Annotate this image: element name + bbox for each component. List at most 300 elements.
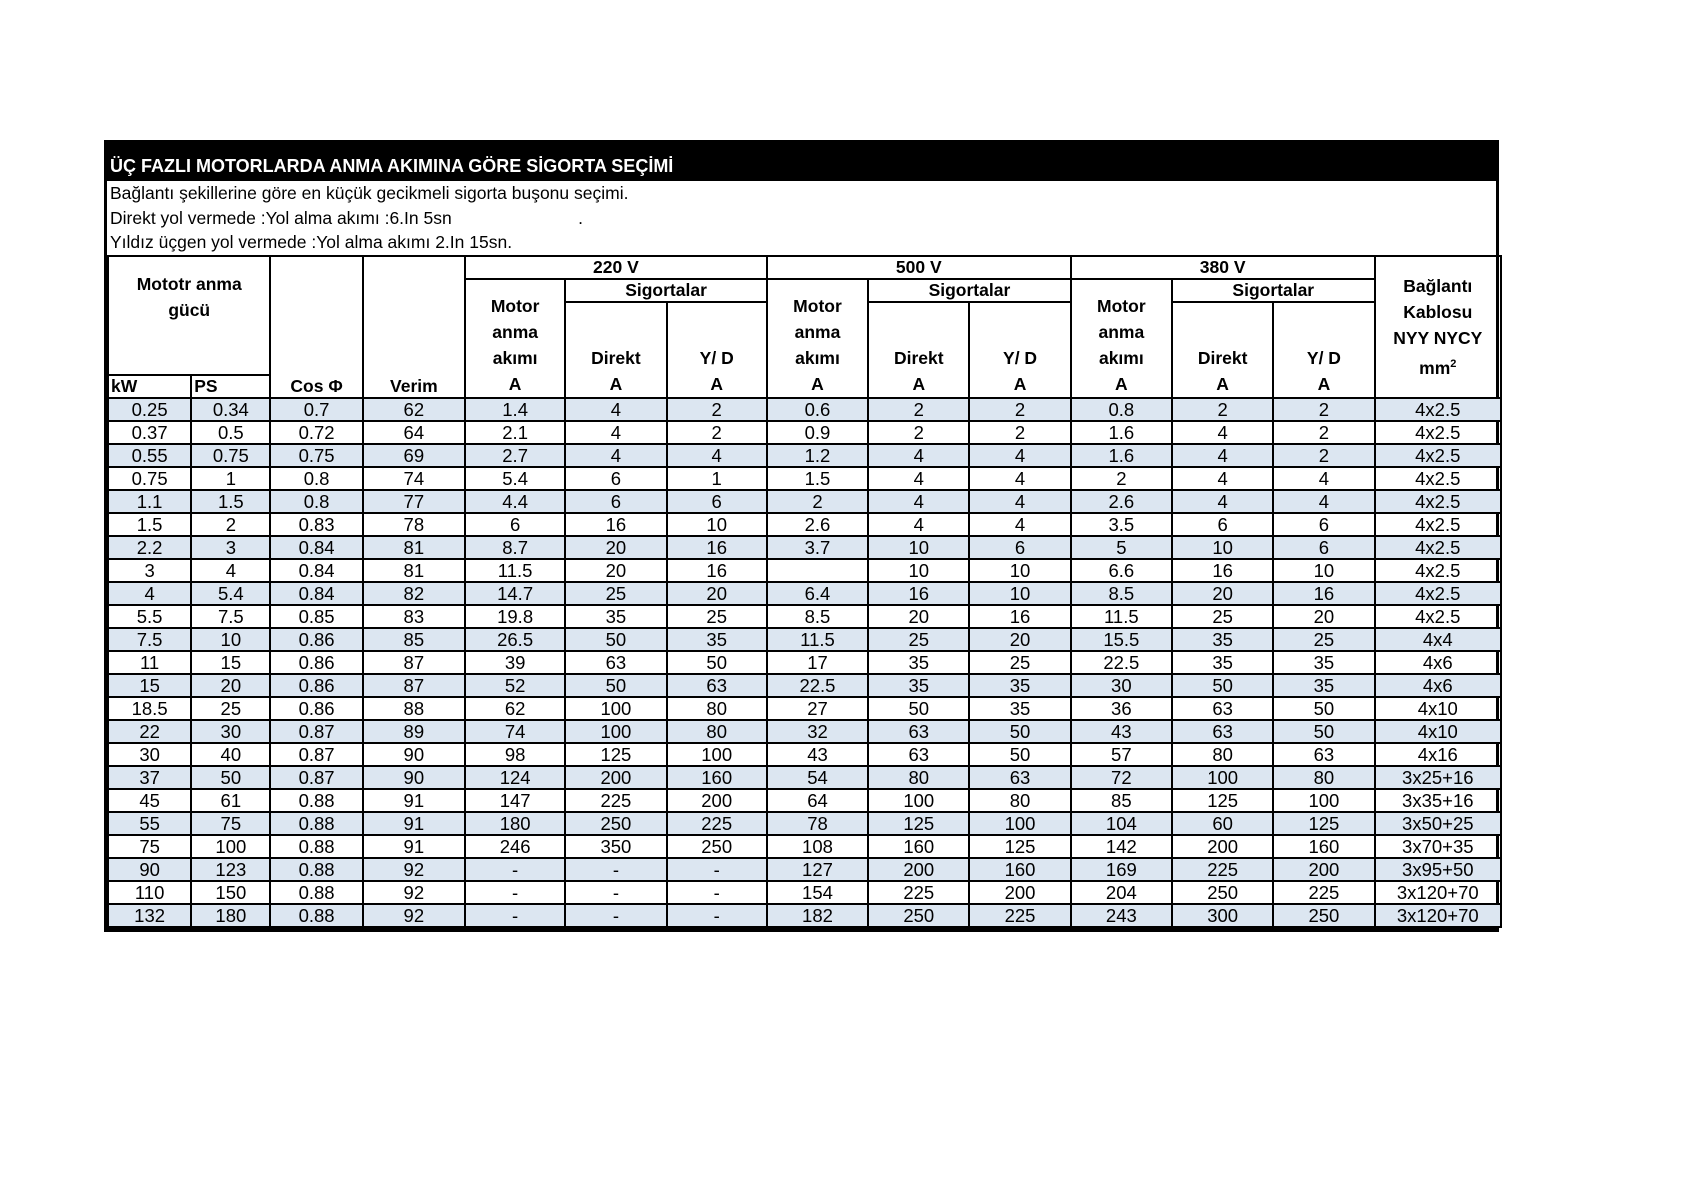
table-frame xyxy=(104,255,1499,932)
cell-cable: 4x2.5 xyxy=(1375,559,1501,582)
direkt-label: Direkt xyxy=(591,348,641,369)
cell-direkt380: 25 xyxy=(1172,605,1273,628)
cell-direkt220: 250 xyxy=(565,812,666,835)
cell-direkt380: 2 xyxy=(1172,398,1273,421)
cell-verim: 91 xyxy=(363,835,465,858)
unit-a: A xyxy=(1317,374,1331,395)
cable-line: NYY NYCY xyxy=(1393,328,1483,349)
cell-direkt220: - xyxy=(565,858,666,881)
cell-yd500: 100 xyxy=(969,812,1070,835)
cell-direkt220: 4 xyxy=(565,421,666,444)
table-row xyxy=(108,490,1501,513)
cell-yd380: 4 xyxy=(1273,467,1374,490)
cell-yd500: 6 xyxy=(969,536,1070,559)
cell-kw: 7.5 xyxy=(108,628,191,651)
cell-i220: 14.7 xyxy=(465,582,565,605)
cell-direkt500: 35 xyxy=(868,674,969,697)
cell-ps: 0.34 xyxy=(191,398,270,421)
note-line: Yıldız üçgen yol vermede :Yol alma akımı 2.In 15sn. xyxy=(110,232,513,253)
table-row xyxy=(108,835,1501,858)
cell-verim: 90 xyxy=(363,743,465,766)
table-row xyxy=(108,582,1501,605)
cell-yd380: 4 xyxy=(1273,490,1374,513)
cell-i500: 78 xyxy=(767,812,868,835)
cell-verim: 90 xyxy=(363,766,465,789)
power-group-label: Mototr anma gücü xyxy=(136,274,242,321)
cell-yd500: 20 xyxy=(969,628,1070,651)
cell-cable: 3x50+25 xyxy=(1375,812,1501,835)
table-row xyxy=(108,444,1501,467)
cell-i380: 0.8 xyxy=(1071,398,1172,421)
cell-direkt220: 200 xyxy=(565,766,666,789)
sigortalar-220: Sigortalar xyxy=(565,279,767,302)
cell-direkt380: 60 xyxy=(1172,812,1273,835)
cell-kw: 132 xyxy=(108,904,191,927)
cell-direkt380: 100 xyxy=(1172,766,1273,789)
unit-a: A xyxy=(1216,374,1229,395)
motor-line: akımı xyxy=(492,348,538,369)
cell-verim: 78 xyxy=(363,513,465,536)
cell-direkt380: 6 xyxy=(1172,513,1273,536)
cell-direkt220: - xyxy=(565,881,666,904)
cell-direkt500: 4 xyxy=(868,444,969,467)
table-row xyxy=(108,674,1501,697)
cell-ps: 4 xyxy=(191,559,270,582)
cell-yd380: 100 xyxy=(1273,789,1374,812)
cell-yd380: 2 xyxy=(1273,421,1374,444)
cell-direkt500: 225 xyxy=(868,881,969,904)
cable-line: Bağlantı xyxy=(1403,276,1473,297)
motor-line: Motor xyxy=(490,296,540,317)
cell-i380: 36 xyxy=(1071,697,1172,720)
cell-i220: 8.7 xyxy=(465,536,565,559)
cell-cable: 4x2.5 xyxy=(1375,467,1501,490)
cell-yd220: 250 xyxy=(667,835,767,858)
cell-direkt500: 63 xyxy=(868,743,969,766)
cell-yd500: 50 xyxy=(969,720,1070,743)
fuse-selection-sheet xyxy=(104,140,1499,932)
cell-cable: 4x2.5 xyxy=(1375,513,1501,536)
cell-yd380: 35 xyxy=(1273,651,1374,674)
cell-yd380: 6 xyxy=(1273,536,1374,559)
unit-a: A xyxy=(508,374,522,395)
cell-cable: 3x120+70 xyxy=(1375,904,1501,927)
cell-direkt380: 225 xyxy=(1172,858,1273,881)
cell-cos-phi: 0.72 xyxy=(270,421,362,444)
cell-yd220: 100 xyxy=(667,743,767,766)
cell-ps: 3 xyxy=(191,536,270,559)
cell-yd380: 50 xyxy=(1273,697,1374,720)
cell-verim: 91 xyxy=(363,812,465,835)
cell-ps: 7.5 xyxy=(191,605,270,628)
cell-yd220: 20 xyxy=(667,582,767,605)
cell-direkt500: 16 xyxy=(868,582,969,605)
table-row xyxy=(108,467,1501,490)
cell-direkt220: 6 xyxy=(565,467,666,490)
table-row xyxy=(108,398,1501,421)
cell-ps: 5.4 xyxy=(191,582,270,605)
cell-cos-phi: 0.88 xyxy=(270,858,362,881)
cell-ps: 20 xyxy=(191,674,270,697)
cell-i220: 62 xyxy=(465,697,565,720)
cell-yd380: 63 xyxy=(1273,743,1374,766)
cell-yd500: 10 xyxy=(969,559,1070,582)
cell-i500: 2 xyxy=(767,490,868,513)
cell-i380: 5 xyxy=(1071,536,1172,559)
cell-i220: 180 xyxy=(465,812,565,835)
cell-kw: 45 xyxy=(108,789,191,812)
cell-kw: 0.55 xyxy=(108,444,191,467)
cell-verim: 81 xyxy=(363,536,465,559)
cell-kw: 75 xyxy=(108,835,191,858)
cell-verim: 74 xyxy=(363,467,465,490)
cell-direkt380: 4 xyxy=(1172,421,1273,444)
direkt-label: Direkt xyxy=(893,348,944,369)
cell-yd380: 200 xyxy=(1273,858,1374,881)
cell-i220: 52 xyxy=(465,674,565,697)
cell-kw: 1.1 xyxy=(108,490,191,513)
cell-i220: - xyxy=(465,904,565,927)
voltage-220-header: 220 V xyxy=(465,256,767,279)
cell-i380: 142 xyxy=(1071,835,1172,858)
cell-i380: 1.6 xyxy=(1071,444,1172,467)
verim-header: Verim xyxy=(363,256,465,398)
cell-i380: 11.5 xyxy=(1071,605,1172,628)
cell-yd500: 50 xyxy=(969,743,1070,766)
cell-yd380: 225 xyxy=(1273,881,1374,904)
cell-yd220: 200 xyxy=(667,789,767,812)
sigortalar-500: Sigortalar xyxy=(868,279,1071,302)
cell-kw: 90 xyxy=(108,858,191,881)
cell-i500: 54 xyxy=(767,766,868,789)
table-row xyxy=(108,559,1501,582)
cell-i500: 32 xyxy=(767,720,868,743)
cell-direkt500: 20 xyxy=(868,605,969,628)
cell-cable: 4x2.5 xyxy=(1375,605,1501,628)
motor-line: akımı xyxy=(795,348,840,369)
cell-i380: 104 xyxy=(1071,812,1172,835)
cable-line: Kablosu xyxy=(1403,302,1473,323)
cell-yd500: 4 xyxy=(969,513,1070,536)
cell-i500: 1.5 xyxy=(767,467,868,490)
cell-i380: 57 xyxy=(1071,743,1172,766)
cell-verim: 81 xyxy=(363,559,465,582)
cell-cable: 4x10 xyxy=(1375,697,1501,720)
motor-current-380 xyxy=(1071,279,1172,398)
table-row xyxy=(108,513,1501,536)
cell-verim: 69 xyxy=(363,444,465,467)
cell-ps: 30 xyxy=(191,720,270,743)
cell-i500: 3.7 xyxy=(767,536,868,559)
cell-ps: 123 xyxy=(191,858,270,881)
cell-i220: - xyxy=(465,881,565,904)
cell-verim: 64 xyxy=(363,421,465,444)
cell-i380: 204 xyxy=(1071,881,1172,904)
yd-label: Y/ D xyxy=(1003,348,1038,369)
cell-i500: 27 xyxy=(767,697,868,720)
cell-i220: 1.4 xyxy=(465,398,565,421)
cell-direkt220: 4 xyxy=(565,444,666,467)
cell-cos-phi: 0.84 xyxy=(270,536,362,559)
cell-ps: 50 xyxy=(191,766,270,789)
cell-i220: - xyxy=(465,858,565,881)
cell-direkt380: 10 xyxy=(1172,536,1273,559)
cell-direkt220: 20 xyxy=(565,559,666,582)
cell-i220: 2.1 xyxy=(465,421,565,444)
cell-yd380: 50 xyxy=(1273,720,1374,743)
cell-direkt380: 4 xyxy=(1172,490,1273,513)
cell-i220: 26.5 xyxy=(465,628,565,651)
cell-verim: 89 xyxy=(363,720,465,743)
cell-direkt380: 300 xyxy=(1172,904,1273,927)
cell-i220: 124 xyxy=(465,766,565,789)
cell-i380: 3.5 xyxy=(1071,513,1172,536)
cell-yd220: 80 xyxy=(667,697,767,720)
cell-kw: 0.75 xyxy=(108,467,191,490)
cell-cos-phi: 0.86 xyxy=(270,628,362,651)
cell-yd380: 250 xyxy=(1273,904,1374,927)
cell-direkt380: 4 xyxy=(1172,444,1273,467)
cell-cable: 4x2.5 xyxy=(1375,421,1501,444)
cell-direkt220: 225 xyxy=(565,789,666,812)
kw-header: kW xyxy=(108,375,191,398)
cell-i380: 30 xyxy=(1071,674,1172,697)
cell-i500: 6.4 xyxy=(767,582,868,605)
cell-i380: 85 xyxy=(1071,789,1172,812)
cell-direkt500: 2 xyxy=(868,398,969,421)
cell-direkt500: 200 xyxy=(868,858,969,881)
cell-yd220: 16 xyxy=(667,559,767,582)
cell-cable: 4x4 xyxy=(1375,628,1501,651)
cell-cable: 3x70+35 xyxy=(1375,835,1501,858)
table-row xyxy=(108,881,1501,904)
motor-current-500 xyxy=(767,279,868,398)
cell-yd380: 16 xyxy=(1273,582,1374,605)
cell-kw: 110 xyxy=(108,881,191,904)
cell-i500: 64 xyxy=(767,789,868,812)
cell-direkt220: 350 xyxy=(565,835,666,858)
cell-direkt220: 35 xyxy=(565,605,666,628)
power-group-header xyxy=(108,256,270,375)
cell-yd220: 225 xyxy=(667,812,767,835)
table-row xyxy=(108,743,1501,766)
table-body xyxy=(108,398,1501,927)
cell-yd380: 20 xyxy=(1273,605,1374,628)
cell-yd380: 2 xyxy=(1273,398,1374,421)
cell-i380: 1.6 xyxy=(1071,421,1172,444)
cell-cable: 3x35+16 xyxy=(1375,789,1501,812)
cell-kw: 15 xyxy=(108,674,191,697)
cell-cos-phi: 0.88 xyxy=(270,835,362,858)
cell-i500: 17 xyxy=(767,651,868,674)
cell-cos-phi: 0.88 xyxy=(270,881,362,904)
cell-i500 xyxy=(767,559,868,582)
cell-yd220: - xyxy=(667,881,767,904)
cell-yd220: 50 xyxy=(667,651,767,674)
unit-a: A xyxy=(1013,374,1027,395)
cell-yd220: 16 xyxy=(667,536,767,559)
cell-i500: 108 xyxy=(767,835,868,858)
cell-direkt500: 10 xyxy=(868,559,969,582)
cell-i380: 243 xyxy=(1071,904,1172,927)
cell-direkt500: 10 xyxy=(868,536,969,559)
cell-i380: 2.6 xyxy=(1071,490,1172,513)
cell-direkt380: 200 xyxy=(1172,835,1273,858)
cell-direkt500: 4 xyxy=(868,513,969,536)
cell-cable: 4x2.5 xyxy=(1375,536,1501,559)
cell-yd220: 10 xyxy=(667,513,767,536)
cell-direkt220: 4 xyxy=(565,398,666,421)
cell-ps: 0.75 xyxy=(191,444,270,467)
direkt-380 xyxy=(1172,302,1273,398)
cell-yd500: 160 xyxy=(969,858,1070,881)
unit-a: A xyxy=(609,374,623,395)
cell-verim: 92 xyxy=(363,858,465,881)
cell-direkt380: 63 xyxy=(1172,697,1273,720)
sigortalar-380: Sigortalar xyxy=(1172,279,1375,302)
cell-cos-phi: 0.7 xyxy=(270,398,362,421)
table-row xyxy=(108,789,1501,812)
direkt-label: Direkt xyxy=(1197,348,1248,369)
cell-cable: 4x16 xyxy=(1375,743,1501,766)
cell-yd220: 35 xyxy=(667,628,767,651)
cell-yd220: 25 xyxy=(667,605,767,628)
cell-cos-phi: 0.84 xyxy=(270,582,362,605)
cell-i500: 2.6 xyxy=(767,513,868,536)
cell-direkt500: 35 xyxy=(868,651,969,674)
cell-yd380: 10 xyxy=(1273,559,1374,582)
direkt-220 xyxy=(565,302,666,398)
cell-i220: 74 xyxy=(465,720,565,743)
cell-kw: 0.25 xyxy=(108,398,191,421)
cell-cos-phi: 0.83 xyxy=(270,513,362,536)
yd-label: Y/ D xyxy=(1306,348,1341,369)
cell-i380: 43 xyxy=(1071,720,1172,743)
cell-yd380: 6 xyxy=(1273,513,1374,536)
cell-cable: 4x6 xyxy=(1375,651,1501,674)
cell-direkt380: 4 xyxy=(1172,467,1273,490)
cell-i220: 147 xyxy=(465,789,565,812)
cell-kw: 3 xyxy=(108,559,191,582)
cell-cos-phi: 0.84 xyxy=(270,559,362,582)
cell-kw: 30 xyxy=(108,743,191,766)
table-row xyxy=(108,812,1501,835)
cell-i220: 39 xyxy=(465,651,565,674)
motor-line: anma xyxy=(1098,322,1145,343)
cell-yd500: 4 xyxy=(969,467,1070,490)
cell-cable: 4x6 xyxy=(1375,674,1501,697)
motor-line: Motor xyxy=(1097,296,1146,317)
cell-yd380: 125 xyxy=(1273,812,1374,835)
motor-line: anma xyxy=(794,322,841,343)
cell-kw: 1.5 xyxy=(108,513,191,536)
cell-i500: 127 xyxy=(767,858,868,881)
cell-i500: 8.5 xyxy=(767,605,868,628)
cell-cos-phi: 0.87 xyxy=(270,743,362,766)
cell-direkt500: 63 xyxy=(868,720,969,743)
table-row xyxy=(108,651,1501,674)
yd-500 xyxy=(969,302,1070,398)
cell-yd500: 225 xyxy=(969,904,1070,927)
cell-i220: 11.5 xyxy=(465,559,565,582)
cell-cable: 3x95+50 xyxy=(1375,858,1501,881)
cell-direkt220: 125 xyxy=(565,743,666,766)
table-row xyxy=(108,536,1501,559)
cell-direkt500: 125 xyxy=(868,812,969,835)
cell-direkt220: 100 xyxy=(565,697,666,720)
cell-kw: 5.5 xyxy=(108,605,191,628)
ps-header: PS xyxy=(191,375,270,398)
cell-ps: 10 xyxy=(191,628,270,651)
cell-ps: 61 xyxy=(191,789,270,812)
cell-direkt220: 25 xyxy=(565,582,666,605)
cell-kw: 18.5 xyxy=(108,697,191,720)
cell-yd220: 1 xyxy=(667,467,767,490)
cell-verim: 88 xyxy=(363,697,465,720)
cell-direkt380: 80 xyxy=(1172,743,1273,766)
cell-yd500: 10 xyxy=(969,582,1070,605)
cable-unit: mm xyxy=(1419,357,1451,378)
cell-yd500: 4 xyxy=(969,490,1070,513)
cell-direkt220: 6 xyxy=(565,490,666,513)
cell-yd500: 63 xyxy=(969,766,1070,789)
table-row xyxy=(108,858,1501,881)
unit-a: A xyxy=(1115,374,1128,395)
cell-i380: 2 xyxy=(1071,467,1172,490)
cell-cos-phi: 0.88 xyxy=(270,904,362,927)
cell-direkt220: 63 xyxy=(565,651,666,674)
cell-cable: 4x10 xyxy=(1375,720,1501,743)
yd-220 xyxy=(667,302,767,398)
table-row xyxy=(108,720,1501,743)
cell-yd220: 4 xyxy=(667,444,767,467)
cell-ps: 40 xyxy=(191,743,270,766)
cell-i500: 0.6 xyxy=(767,398,868,421)
cell-cos-phi: 0.75 xyxy=(270,444,362,467)
cell-i380: 72 xyxy=(1071,766,1172,789)
cell-yd380: 160 xyxy=(1273,835,1374,858)
cell-ps: 25 xyxy=(191,697,270,720)
cell-direkt500: 50 xyxy=(868,697,969,720)
cell-i380: 169 xyxy=(1071,858,1172,881)
cell-cable: 3x25+16 xyxy=(1375,766,1501,789)
cell-direkt220: 100 xyxy=(565,720,666,743)
cell-cos-phi: 0.87 xyxy=(270,766,362,789)
cell-direkt220: 20 xyxy=(565,536,666,559)
cell-i220: 6 xyxy=(465,513,565,536)
cell-direkt500: 250 xyxy=(868,904,969,927)
cell-direkt500: 4 xyxy=(868,490,969,513)
cell-cos-phi: 0.86 xyxy=(270,697,362,720)
cell-i500: 1.2 xyxy=(767,444,868,467)
cell-cos-phi: 0.87 xyxy=(270,720,362,743)
cell-kw: 2.2 xyxy=(108,536,191,559)
sheet-title: ÜÇ FAZLI MOTORLARDA ANMA AKIMINA GÖRE SİGORTA SEÇİMİ xyxy=(104,140,1499,181)
cell-direkt380: 63 xyxy=(1172,720,1273,743)
notes-block xyxy=(104,181,1499,255)
cell-verim: 91 xyxy=(363,789,465,812)
cell-i220: 98 xyxy=(465,743,565,766)
cell-kw: 37 xyxy=(108,766,191,789)
cell-i220: 5.4 xyxy=(465,467,565,490)
cell-yd220: 2 xyxy=(667,398,767,421)
cell-direkt500: 100 xyxy=(868,789,969,812)
cell-cable: 4x2.5 xyxy=(1375,398,1501,421)
cell-yd380: 80 xyxy=(1273,766,1374,789)
cell-i500: 0.9 xyxy=(767,421,868,444)
unit-a: A xyxy=(811,374,824,395)
cell-kw: 55 xyxy=(108,812,191,835)
